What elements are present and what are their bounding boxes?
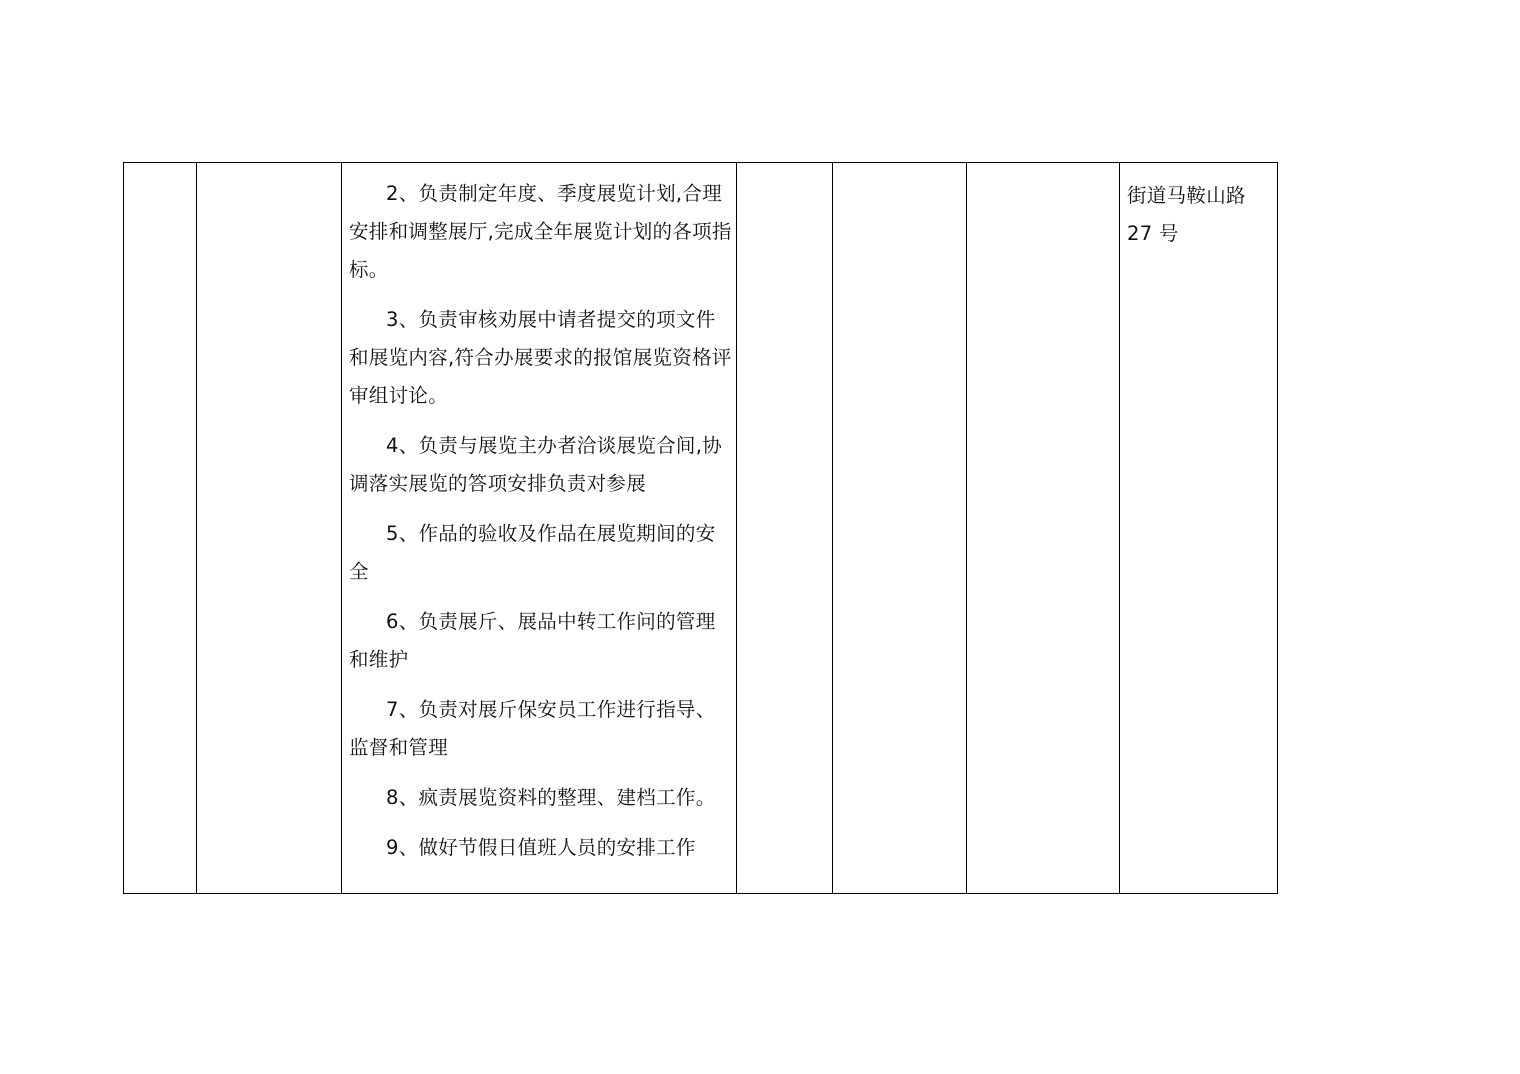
job-duties-table (123, 162, 1278, 894)
address-line-number: 27 号 (1127, 222, 1179, 245)
duty-item: 2、负责制定年度、季度展览计划,合理安排和调整展厅,完成全年展览计划的各项指标。 (349, 182, 732, 281)
table-cell-col6 (967, 163, 1120, 894)
duty-item: 9、做好节假日值班人员的安排工作 (386, 836, 696, 859)
duty-item: 6、负责展斤、展品中转工作问的管理和维护 (349, 610, 716, 671)
address-line-street: 街道马鞍山路 (1127, 184, 1246, 207)
table-row (124, 163, 1278, 894)
duties-cell (342, 163, 737, 894)
duty-item: 5、作品的验收及作品在展览期间的安全 (349, 522, 716, 583)
table-cell-col1 (124, 163, 197, 894)
address-cell (1120, 163, 1278, 894)
table-cell-col2 (197, 163, 342, 894)
duty-item: 4、负责与展览主办者洽谈展览合间,协调落实展览的答项安排负责对参展 (349, 434, 723, 495)
duty-item: 3、负责审核劝展中请者提交的项文件和展览内容,符合办展要求的报馆展览资格评审组讨论。 (349, 308, 732, 407)
table-cell-col5 (833, 163, 967, 894)
table-cell-col4 (737, 163, 833, 894)
duty-item: 7、负责对展斤保安员工作进行指导、监督和管理 (349, 698, 716, 759)
duty-item: 8、疯责展览资料的整理、建档工作。 (386, 786, 716, 809)
